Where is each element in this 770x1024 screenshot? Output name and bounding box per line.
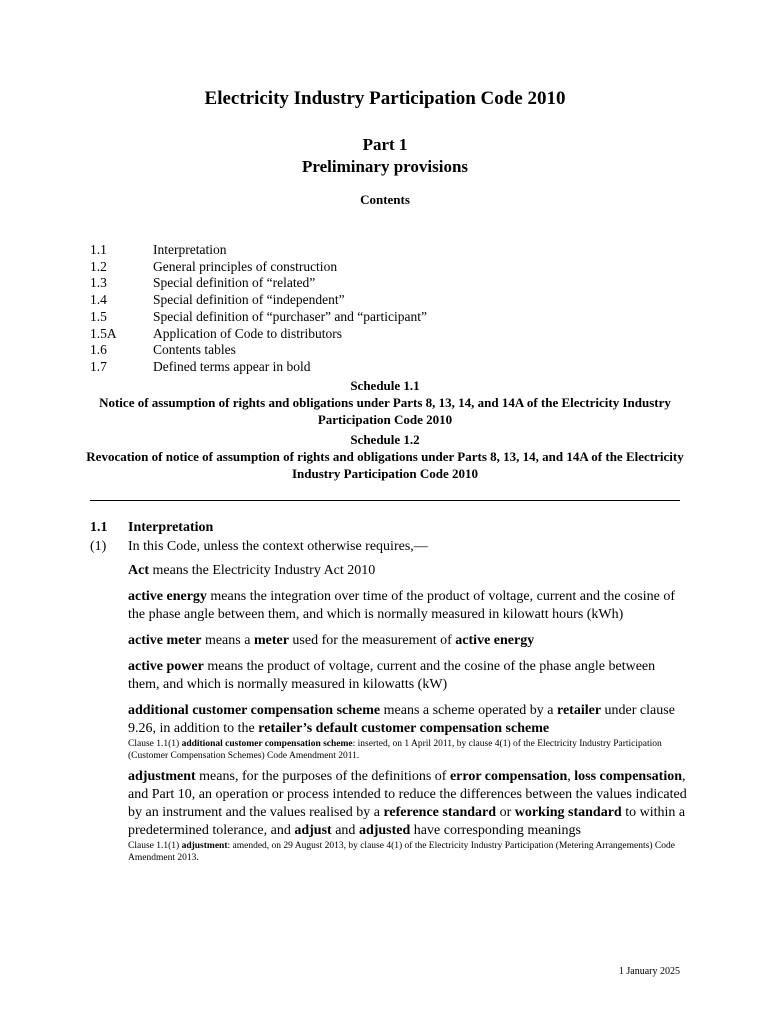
toc-item[interactable] [90,326,427,343]
definition-additional-customer-compensation-scheme [128,702,688,762]
definition-text: used for the measurement of [288,633,456,648]
toc-label: Special definition of “purchaser” and “participant” [153,308,428,324]
defined-term-ref: meter [253,633,289,648]
toc-item[interactable] [90,342,427,359]
toc-item[interactable] [90,275,427,292]
definition-text: means the Electricity Industry Act 2010 [149,563,376,578]
definition-adjustment [128,768,688,864]
toc-label: Contents tables [153,342,236,358]
definition-text: and [331,823,359,838]
defined-term: active meter [128,633,202,648]
toc-number: 1.2 [90,258,107,274]
schedule-heading: Schedule 1.1 [350,378,420,393]
toc-label: Special definition of “independent” [153,292,345,308]
footer-date: 1 January 2025 [618,966,680,977]
definition-active-energy [128,588,688,624]
defined-term-ref: working standard [514,805,622,820]
definition-act [128,562,688,580]
toc-number: 1.1 [90,242,107,257]
divider [90,500,680,501]
note-term: additional customer compensation scheme [181,739,353,749]
toc-label: Special definition of “related” [153,275,316,291]
toc-label: Application of Code to distributors [153,325,342,341]
defined-term-ref: error compensation [449,769,568,784]
schedule-title: Revocation of notice of assumption of rights and obligations under Parts 8, 13, 14, and 14A of the Electricity Industry Participation Code 2010 [86,449,684,481]
schedule-1-1[interactable] [80,377,690,428]
definition-text: means a [201,633,254,648]
definition-text: under clause 9.26, in addition to the [128,703,675,736]
toc-number: 1.5 [90,308,107,324]
subclause-text: In this Code, unless the context otherwise requires,— [128,539,428,554]
defined-term-ref: adjusted [358,823,411,838]
section-title: Interpretation [128,520,214,535]
definition-active-meter [128,632,688,650]
toc-number: 1.4 [90,292,107,308]
definition-text: to within a predetermined tolerance, and [128,805,686,838]
note-term: adjustment [181,841,228,851]
toc-number: 1.6 [90,342,107,358]
subclause-number: (1) [90,539,107,554]
amendment-note [128,738,688,762]
definition-text: means, for the purposes of the definitions of [195,769,450,784]
definition-text: means the product of voltage, current and the cosine of the phase angle between them, and which is normally measured in kilowatts (kW) [128,659,656,692]
part-number: Part 1 [362,135,408,154]
toc-number: 1.5A [90,325,117,341]
toc-item[interactable] [90,359,427,376]
part-title: Preliminary provisions [301,157,469,176]
defined-term: adjustment [128,769,196,784]
section-heading [90,519,213,537]
definition-text: or [496,805,515,820]
defined-term-ref: active energy [455,633,535,648]
part-heading [0,134,770,178]
defined-term-ref: adjust [294,823,332,838]
schedule-heading: Schedule 1.2 [350,432,420,447]
toc-label: Defined terms appear in bold [153,358,311,374]
defined-term: active power [128,659,204,674]
defined-term: additional customer compensation scheme [128,703,381,718]
note-text: : amended, on 29 August 2013, by clause 4(1) of the Electricity Industry Participation (Metering Arrangements) Code Amendment 2013. [128,841,675,863]
definition-text: means the integration over time of the product of voltage, current and the cosine of the phase angle between them, and which is normally measured in kilowatt hours (kWh) [128,589,675,622]
toc-item[interactable] [90,242,427,259]
toc-item[interactable] [90,309,427,326]
schedule-1-2[interactable] [80,431,690,482]
definition-text: means a scheme operated by a [380,703,557,718]
note-clause: Clause 1.1(1) [128,841,182,851]
definition-text: have corresponding meanings [410,823,581,838]
definition-text: , [567,769,575,784]
table-of-contents [90,242,427,376]
defined-term-ref: reference standard [383,805,497,820]
toc-label: General principles of construction [153,258,338,274]
defined-term-ref: retailer [557,703,602,718]
toc-number: 1.7 [90,358,107,374]
toc-item[interactable] [90,259,427,276]
definitions-list [128,562,688,870]
document-title: Electricity Industry Participation Code 2010 [204,88,566,109]
schedule-title: Notice of assumption of rights and obligations under Parts 8, 13, 14, and 14A of the Electricity Industry Participation Code 2010 [99,395,671,427]
contents-heading: Contents [360,192,410,207]
defined-term-ref: retailer’s default customer compensation scheme [258,721,550,736]
defined-term: Act [128,563,149,578]
toc-label: Interpretation [153,242,227,257]
defined-term-ref: loss compensation [574,769,682,784]
note-clause: Clause 1.1(1) [128,739,182,749]
note-text: : inserted, on 1 April 2011, by clause 4(1) of the Electricity Industry Participation (Customer Compensation Schemes) Code Amendment 2011. [128,739,662,761]
toc-item[interactable] [90,292,427,309]
subclause [90,538,428,556]
definition-active-power [128,658,688,694]
section-number: 1.1 [90,520,108,535]
defined-term: active energy [128,589,207,604]
definition-text: , and Part 10, an operation or process intended to reduce the differences between the values indicated by an instrument and the values realised by a [128,769,687,820]
toc-number: 1.3 [90,275,107,291]
amendment-note [128,840,688,864]
